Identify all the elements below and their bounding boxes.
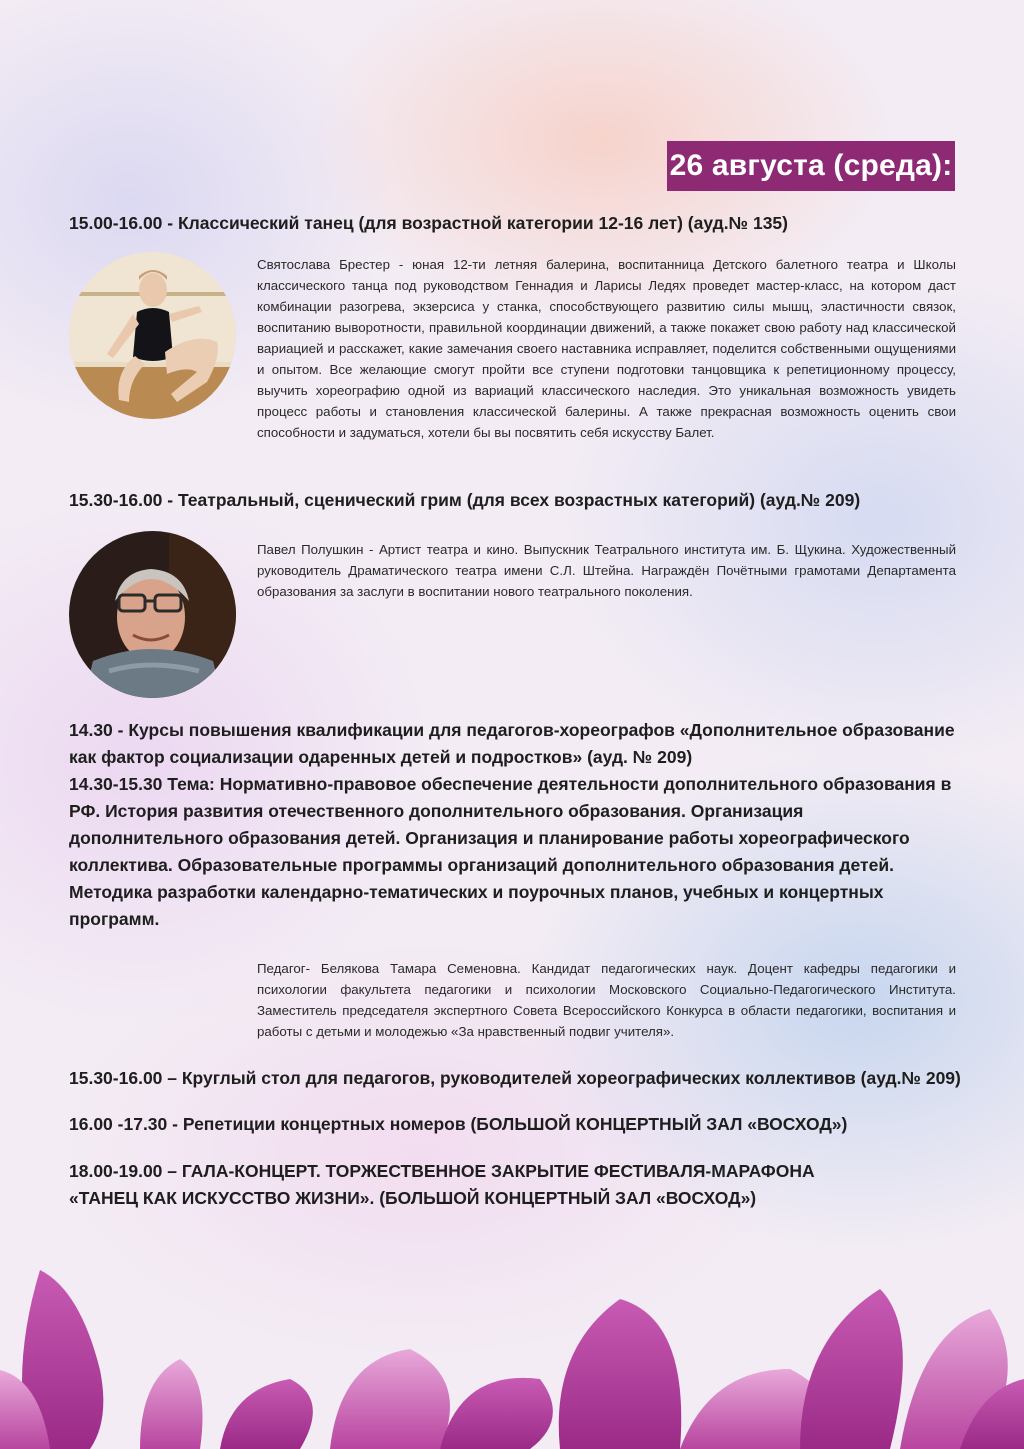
- session1-description: Святослава Брестер - юная 12-ти летняя балерина, воспитанница Детского балетного театра и Школы классического танца под руководством Геннадия и Ларисы Ледях проведет мастер-класс, на котором даст комбинации разогрева, экзерсиса у станка, способствующего развитию силы мышц, эластичности связок, воспитанию выворотности, правильной координации движений, а также покажет свою работу над классической вариацией и расскажет, какие замечания своего наставника исправляет, поделится собственными ощущениями и опытом. Все желающие смогут пройти все ступени подготовки танцовщика к репетиционному процессу, выучить хореографию одной из вариаций классического наследия. Это уникальная возможность увидеть процесс работы и становления классической балерины. А также прекрасная возможность оценить свои способности и задуматься, хотели бы вы посвятить себя искусству Балет.: [257, 257, 956, 440]
- date-banner: 26 августа (среда):: [667, 141, 955, 191]
- actor-photo: [69, 531, 236, 698]
- rehearsal-heading: 16.00 -17.30 - Репетиции концертных номеров (БОЛЬШОЙ КОНЦЕРТНЫЙ ЗАЛ «ВОСХОД»): [69, 1114, 848, 1134]
- round-table-heading: 15.30-16.00 – Круглый стол для педагогов, руководителей хореографических коллективов (ауд.№ 209): [69, 1068, 961, 1088]
- courses-topic: 14.30-15.30 Тема: Нормативно-правовое обеспечение деятельности дополнительного образования в РФ. История развития отечественного дополнительного образования. Организация дополнительного образования детей. Организация и планирование работы хореографического коллектива. Образовательные программы организаций дополнительного образования детей. Методика разработки календарно-тематических и поурочных планов, учебных и концертных программ.: [69, 774, 952, 929]
- gala-heading-line2: «ТАНЕЦ КАК ИСКУССТВО ЖИЗНИ». (БОЛЬШОЙ КОНЦЕРТНЫЙ ЗАЛ «ВОСХОД»): [69, 1188, 757, 1208]
- session2-heading: 15.30-16.00 - Театральный, сценический грим (для всех возрастных категорий) (ауд.№ 209): [69, 490, 861, 510]
- gala-heading-line1: 18.00-19.00 – ГАЛА-КОНЦЕРТ. ТОРЖЕСТВЕННОЕ ЗАКРЫТИЕ ФЕСТИВАЛЯ-МАРАФОНА: [69, 1161, 815, 1181]
- flower-petals-decoration: [0, 1240, 1024, 1449]
- teacher-description: Педагог- Белякова Тамара Семеновна. Кандидат педагогических наук. Доцент кафедры педагогики и психологии факультета педагогики и психологии Московского Социально-Педагогического Института. Заместитель председателя экспертного Совета Всероссийского Конкурса в области педагогики, воспитания и работы с детьми и молодежью «За нравственный подвиг учителя».: [257, 961, 956, 1039]
- courses-title: 14.30 - Курсы повышения квалификации для педагогов-хореографов «Дополнительное образование как фактор социализации одаренных детей и подростков» (ауд. № 209): [69, 720, 955, 767]
- session1-heading: 15.00-16.00 - Классический танец (для возрастной категории 12-16 лет) (ауд.№ 135): [69, 213, 788, 233]
- ballerina-photo: [69, 252, 236, 419]
- courses-block: [69, 717, 959, 933]
- session2-description: Павел Полушкин - Артист театра и кино. Выпускник Театрального института им. Б. Щукина. Художественный руководитель Драматического театра имени С.Л. Штейна. Награждён Почётными грамотами Департамента образования за заслуги в воспитании нового театрального поколения.: [257, 542, 956, 599]
